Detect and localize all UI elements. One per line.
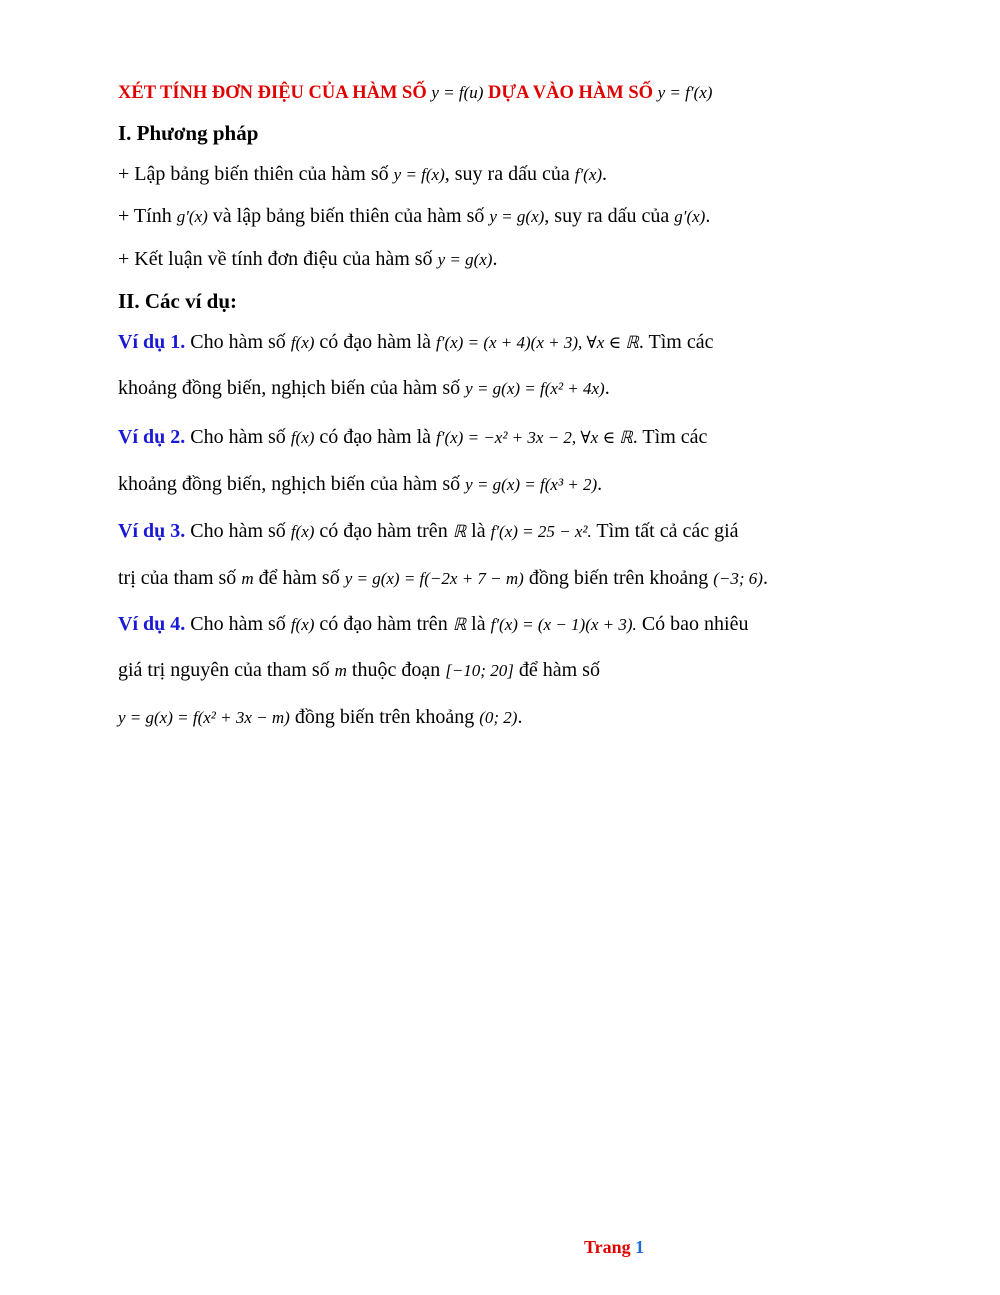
method-step-3: + Kết luận về tính đơn điệu của hàm số y = g(x). bbox=[118, 248, 498, 270]
example-2-line-1: Ví dụ 2. Cho hàm số f(x) có đạo hàm là f′(x) = −x² + 3x − 2, ∀x ∈ ℝ. Tìm các bbox=[118, 426, 708, 448]
page-number: 1 bbox=[635, 1237, 645, 1257]
example-1-label: Ví dụ 1. bbox=[118, 331, 186, 353]
example-4-line-3: y = g(x) = f(x² + 3x − m) đồng biến trên khoảng (0; 2). bbox=[118, 706, 523, 728]
method-step-2: + Tính g′(x) và lập bảng biến thiên của hàm số y = g(x), suy ra dấu của g′(x). bbox=[118, 205, 711, 227]
example-4-line-2: giá trị nguyên của tham số m thuộc đoạn [−10; 20] để hàm số bbox=[118, 659, 600, 681]
method-step-1: + Lập bảng biến thiên của hàm số y = f(x), suy ra dấu của f′(x). bbox=[118, 163, 608, 185]
example-3-label: Ví dụ 3. bbox=[118, 520, 186, 542]
example-1-line-2: khoảng đồng biến, nghịch biến của hàm số y = g(x) = f(x² + 4x). bbox=[118, 377, 610, 399]
document-title: XÉT TÍNH ĐƠN ĐIỆU CỦA HÀM SỐ y = f(u) DỰA VÀO HÀM SỐ y = f′(x) bbox=[118, 83, 713, 103]
example-2-line-2: khoảng đồng biến, nghịch biến của hàm số y = g(x) = f(x³ + 2). bbox=[118, 473, 603, 495]
section-heading-method: I. Phương pháp bbox=[118, 121, 259, 145]
page-label: Trang bbox=[584, 1237, 631, 1257]
example-3-line-1: Ví dụ 3. Cho hàm số f(x) có đạo hàm trên ℝ là f′(x) = 25 − x². Tìm tất cả các giá bbox=[118, 520, 739, 542]
example-3-line-2: trị của tham số m để hàm số y = g(x) = f(−2x + 7 − m) đồng biến trên khoảng (−3; 6). bbox=[118, 567, 768, 589]
example-4-line-1: Ví dụ 4. Cho hàm số f(x) có đạo hàm trên ℝ là f′(x) = (x − 1)(x + 3). Có bao nhiêu bbox=[118, 613, 749, 635]
example-4-label: Ví dụ 4. bbox=[118, 613, 186, 635]
page-footer bbox=[584, 1237, 644, 1258]
example-1-line-1: Ví dụ 1. Cho hàm số f(x) có đạo hàm là f′(x) = (x + 4)(x + 3), ∀x ∈ ℝ. Tìm các bbox=[118, 331, 714, 353]
section-heading-examples: II. Các ví dụ: bbox=[118, 289, 238, 313]
example-2-label: Ví dụ 2. bbox=[118, 426, 186, 448]
